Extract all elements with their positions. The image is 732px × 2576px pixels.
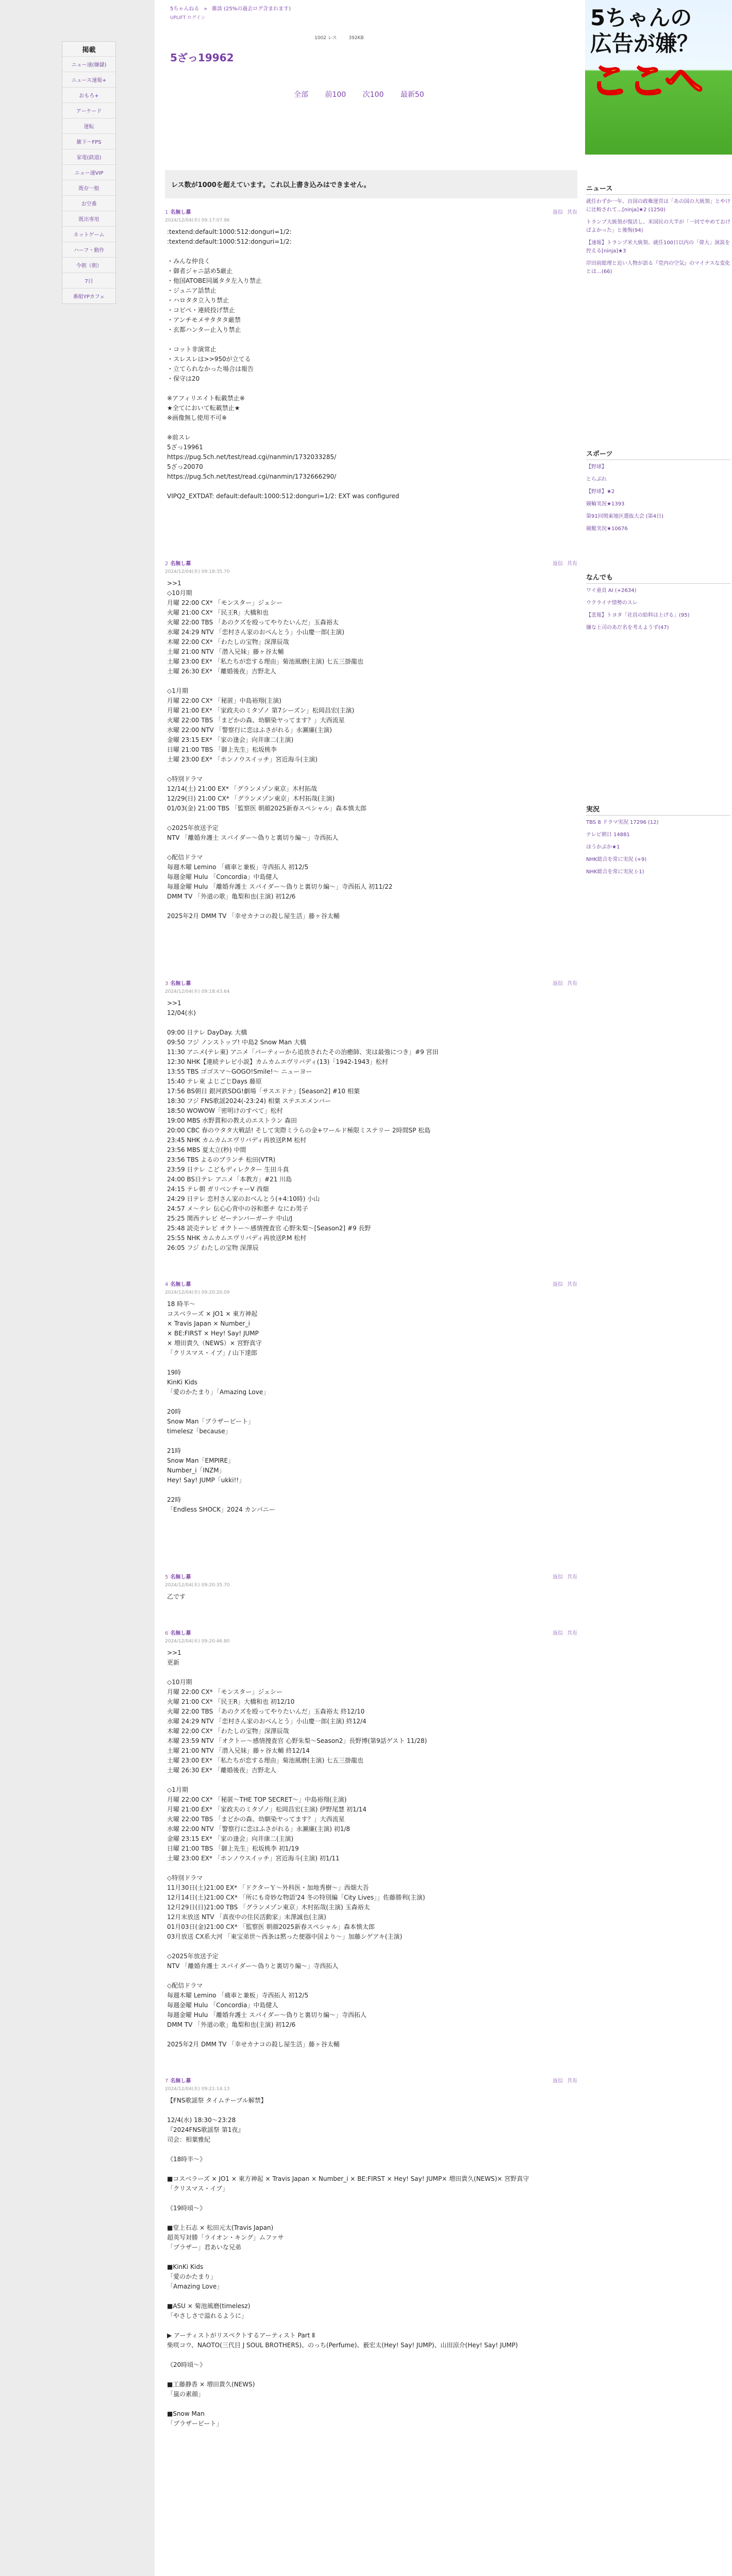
post-spacer	[165, 926, 577, 978]
post-spacer	[165, 1607, 577, 1628]
post	[165, 1571, 577, 1602]
news-section	[586, 183, 730, 280]
post-date: 2024/12/04(水) 09:20:46.80	[165, 1639, 230, 1644]
post-spacer	[165, 1258, 577, 1279]
nandemo-item[interactable]: ウクライナ情勢のスレ	[586, 600, 638, 606]
thread-main	[165, 170, 577, 2454]
share-button[interactable]: 共有	[567, 981, 577, 987]
share-button[interactable]: 共有	[567, 1631, 577, 1636]
post-number[interactable]: 1	[165, 210, 169, 215]
post-spacer	[165, 506, 577, 558]
sidebar-board-link[interactable]: 家電(鉄道)	[62, 149, 115, 164]
reply-button[interactable]: 返信	[553, 1282, 563, 1287]
uplift-login-link[interactable]: UPLIFT ログイン	[170, 15, 206, 21]
post-header	[165, 207, 577, 224]
sidebar-board-link[interactable]: ニュー速(嫌儲)	[62, 56, 115, 72]
poster-name: 名無し募	[170, 210, 191, 215]
nandemo-section	[586, 572, 730, 636]
sports-section	[586, 448, 730, 537]
post	[165, 558, 577, 921]
post-header	[165, 1628, 577, 1645]
post-date: 2024/12/04(水) 09:21:14.13	[165, 2087, 230, 2092]
post-date: 2024/12/04(水) 09:20:20.09	[165, 1290, 230, 1295]
share-button[interactable]: 共有	[567, 210, 577, 215]
post-body: >>1 更新 ◇10月期 月曜 22:00 CX* 「モンスター」ジェシー 火曜 21:00 CX* 「民王R」大橋和也 初12/10 火曜 22:00 TBS 「あのクズを殴ってやりたいんだ」玉森裕太 終12/10 水曜 24:29 NTV 「恋村さん家のおべんとう」小山慶一郎(主演) 終12/4 木曜 22:00 CX* 「わたしの宝物」深澤辰哉 木曜 23:59 NTV 「オクトー～感情捜査官 心野朱梨～Season2」長野博(第9話ゲスト 11/28) 土曜 21:00 NTV 「潜入兄妹」藤ヶ谷太輔 終12/14 土曜 23:00 EX* 「私たちが恋する理由」菊池風磨(主演) 七五三掛龍也 土曜 26:30 EX* 「離婚後夜」吉野北人 ◇1月期 月曜 22:00 CX* 「秘匿～THE TOP SECRET～」中島裕翔(主演) 月曜 21:00 EX* 「家政夫のミタゾノ」松岡昌宏(主演) 伊野尾慧 初1/14 火曜 22:00 TBS 「まどかの森、幼馴染ヤってます？」大西流星 水曜 22:00 NTV 「警察行に恋はふさがれる」永瀬廉(主演) 初1/8 金曜 23:15 EX* 「家の逢会」向井康二(主演) 日曜 21:00 TBS 「御上先生」松坂桃李 初1/19 土曜 23:00 EX* 「ホンノウスイッチ」宮近海斗(主演) 初1/11 ◇特別ドラマ 11月30日(土)21:00 EX* 「ドクターＹ～外科医・加地秀樹～」西畑大吾 12月14日(土)21:00 CX* 「所にも奇妙な物語'24 冬の特別編「City Lives」」佐藤勝利(主演) 12月29日(日)21:00 TBS 「グランメゾン東京」木村拓哉(主演) 玉森裕太 12月末放送 NTV 「真夜中の住民活動家」末澤誠也(主演) 01月03日(金)21:00 CX* 「監察医 朝顔2025新春スペシャル」森本慎太郎 03月放送 CX系大河 「東宝弟世～西条は黙った便器中国より～」加藤シゲアキ(主演) ◇2025年放送予定 NTV 「離婚弁護士 スパイダー～偽りと裏切り編～」寺西拓人 ◇配信ドラマ 毎週木曜 Lemino 「痛車と兼板」寺西拓人 初12/5 毎週金曜 Hulu 「Concordia」中島健人 毎週金曜 Hulu 「離婚弁護士 スパイダー～偽りと裏切り編～」寺西拓人 DMM TV 「外道の歌」亀梨和也(主演) 初12/6 2025年2月 DMM TV 「幸せカナコの殺し屋生活」藤ヶ谷太輔	[167, 1649, 427, 2048]
jikkyo-item[interactable]: ほうかぶか★1	[586, 844, 620, 850]
sidebar-board-link[interactable]: 運転	[62, 118, 115, 133]
post-spacer	[165, 2055, 577, 2075]
pager-prev100[interactable]: 前100	[325, 91, 346, 99]
poster-name: 名無し募	[170, 1574, 191, 1580]
sports-item[interactable]: 【野球】★2	[586, 489, 615, 495]
poster-name: 名無し募	[170, 2078, 191, 2084]
post-actions	[553, 1280, 577, 1287]
reply-button[interactable]: 返信	[553, 1574, 563, 1580]
sports-heading: スポーツ	[586, 448, 730, 460]
nandemo-item[interactable]: 嫌な上司のあだ名を考えようず(47)	[586, 625, 669, 631]
sidebar-board-link[interactable]: 番組YPカフェ	[62, 288, 115, 303]
reply-button[interactable]: 返信	[553, 981, 563, 987]
thread-stats	[314, 34, 374, 41]
banner-line-2: 広告が嫌？	[590, 31, 699, 56]
post-actions	[553, 1629, 577, 1636]
banner-line-1: 5ちゃんの	[590, 5, 692, 30]
post-list	[165, 207, 577, 2454]
post-date: 2024/12/04(水) 09:17:07.96	[165, 218, 230, 223]
nandemo-heading: なんでも	[586, 572, 730, 584]
post-actions	[553, 979, 577, 987]
post-actions	[553, 208, 577, 215]
nandemo-item[interactable]: 【悲報】トヨタ「社員の給料は上げる」(95)	[586, 613, 690, 618]
reply-button[interactable]: 返信	[553, 2078, 563, 2084]
news-item[interactable]: 岸田前総理と近い人物が語る『党内の空気』のマイナスな変化とは…(66)	[586, 261, 730, 275]
sidebar-board-link[interactable]: ニュー速VIP	[62, 164, 115, 180]
banner-line-3: ここへ	[590, 59, 704, 103]
post	[165, 1279, 577, 1515]
jikkyo-item[interactable]: NHK総合を常に実況 (+9)	[586, 857, 647, 862]
sidebar-board-link[interactable]: おもろ+	[62, 87, 115, 103]
post-actions	[553, 2076, 577, 2084]
sidebar-board-link[interactable]: 雑下〜FPS	[62, 133, 115, 149]
jikkyo-section	[586, 804, 730, 880]
share-button[interactable]: 共有	[567, 561, 577, 567]
share-button[interactable]: 共有	[567, 1282, 577, 1287]
share-button[interactable]: 共有	[567, 1574, 577, 1580]
sidebar-board-link[interactable]: お空番	[62, 195, 115, 211]
share-button[interactable]: 共有	[567, 2078, 577, 2084]
post-date: 2024/12/04(水) 09:20:35.70	[165, 1583, 230, 1588]
post-body: 18 時半～ コスベラーズ × JO1 × 東方神起 × Travis Japan × Number_i × BE:FIRST × Hey! Say! JUMP × 増田貴久（NEWS）× 宮野真守 「クリスマス・イブ」/ 山下達郎 19時 KinKi Kids 「愛のかたまり」「Amazing Love」 20時 Snow Man「ブラザービート」 timelesz「because」 21時 Snow Man「EMPIRE」 Number_i「INZM」 Hey! Say! JUMP「ukki!!」 22時 「Endless SHOCK」2024 カンパニー	[167, 1300, 275, 1513]
poster-name: 名無し募	[170, 1631, 191, 1636]
sports-item[interactable]: 競輪実況★1393	[586, 501, 625, 507]
pager	[294, 89, 439, 99]
ad-banner[interactable]	[585, 0, 732, 155]
post-body: :textend:default:1000:512:donguri=1/2: :textend:default:1000:512:donguri=1/2: ・みんな仲良く ・御者ジャニ話め5厳止 ・他国ATOBE同属タタ左入り禁止 ・ジュニア話禁止 ・ハロタタ立入り禁止 ・コビペ・連続投げ禁止 ・アンチモメサタタタ厳禁 ・玄都ハンター止入り禁止 ・コット非演常止 ・スレスレは>>950が立てる ・立てられなかった場合は報告 ・保守は20 ※アフィリエイト転載禁止※ ★全てにおいて転載禁止★ ※画像無し使用不可※ ※前スレ 5ざっ19961 https://pug.5ch.net/test/read.cgi/nanmin/1732033285/ 5ざっ20070 https://pug.5ch.net/test/read.cgi/nanmin/1732666290/ VIPQ2_EXTDAT: default:default:1000:512:donguri=1/2: EXT was configured	[167, 228, 400, 500]
pager-latest50[interactable]: 最新50	[400, 91, 424, 99]
breadcrumb-board[interactable]: 雑談 (25%の過去ログ含まれます)	[211, 6, 291, 12]
post	[165, 978, 577, 1253]
poster-name: 名無し募	[170, 1282, 191, 1287]
reply-button[interactable]: 返信	[553, 210, 563, 215]
post-spacer	[165, 2434, 577, 2454]
reply-button[interactable]: 返信	[553, 561, 563, 567]
post-number[interactable]: 2	[165, 561, 169, 567]
post	[165, 1628, 577, 2049]
sidebar-board-link[interactable]: アーケード	[62, 103, 115, 118]
post-spacer	[165, 1520, 577, 1571]
left-sidebar	[0, 0, 155, 2576]
jikkyo-item[interactable]: NHK総合を常に実況 (-1)	[586, 869, 644, 875]
sidebar-board-link[interactable]: 既存一般	[62, 180, 115, 195]
post-number[interactable]: 3	[165, 981, 169, 987]
thread-full-notice: レス数が1000を超えています。これ以上書き込みはできません。	[165, 170, 577, 198]
post-number[interactable]: 5	[165, 1574, 169, 1580]
thread-title: 5ざっ19962	[170, 52, 234, 64]
board-menu-title: 掲載	[82, 46, 96, 54]
post-number[interactable]: 4	[165, 1282, 169, 1287]
pager-all[interactable]: 全部	[294, 91, 308, 99]
post-number[interactable]: 6	[165, 1631, 169, 1636]
sidebar-board-link[interactable]: ニュース速報+	[62, 72, 115, 87]
sports-item[interactable]: とらぶれ	[586, 477, 607, 482]
reply-button[interactable]: 返信	[553, 1631, 563, 1636]
post-date: 2024/12/04(水) 09:18:35.70	[165, 569, 230, 574]
poster-name: 名無し募	[170, 561, 191, 567]
post-body: >>1 12/04(水) 09:00 日テレ DayDay. 大橋 09:50 フジ ノンストップ! 中島2 Snow Man 大橋 11:30 アニメ(テレ東) アニメ「パーティーから追放されたその治癒師、実は最強につき」#9 宮田 12:30 NHK【連続テレビ小説】カムカムエヴリバディ(13)「1942-1943」松村 13:55 TBS ゴゴスマ〜GOGO!Smile!〜 ニューヨー 15:40 テレ東 よじごじDays 藤原 17:56 BS朝日 銀河鉄SDG!劇場「サスエドナ」[Season2] #10 相葉 18:30 フジ FNS歌謡2024(-23:24) 相葉 ステエエメンバー 18:50 WOWOW「密明けのすべて」松村 19:00 MBS 水野貫和の教えのエストラン 森田 20:00 CBC 春のウタタ大戦話! そして実際ミラらの金+ワールド極限ミステリー 2時間SP 松島 23:45 NHK カムカムエヴリバディ再放送P.M 松村 23:56 MBS 夏太立(秒) 中間 23:56 TBS よるのブランチ 松田(VTR) 23:59 日テレ こどもディレクター 生田斗真 24:00 BS日テレ アニメ「本教方」#21 川島 24:15 テレ朝 ガリベンチャーV 西畑 24:29 日テレ 恋村さん家のおべんとう(+4:10時) 小山 24:57 メ〜テレ 伝心心背中の谷和悪チ なにわ男子 25:25 関西テレビ ゼーテンバーガーテ 中山/J 25:48 読売テレビ オクトー～感情捜査官 心野朱梨～[Season2] #9 長野 25:55 NHK カムカムエヴリバディ再放送P.M 松村 26:05 フジ わたしの宝物 深澤辰	[167, 999, 439, 1251]
news-item[interactable]: 【速報】トランプ米大統領、就任100日以内の「偉大」演説を控える[ninja]★3	[586, 240, 730, 254]
post-body: 【FNS歌謡祭 タイムテーブル解禁】 12/4(水) 18:30～23:28 『2024FNS歌謡祭 第1夜』 司会：相葉雅紀 《18時半～》 ■コスベラーズ × JO1 × 東方神起 × Travis Japan × Number_i × BE:FIRST × Hey! Say! JUMP× 増田貴久(NEWS)× 宮野真守 「クリスマス・イブ」 《19時頃～》 ■堂上石志 × 松田元太(Travis Japan) 超英写対勝「ライオン・キング」ムファサ 「ブラザー」君あいな兄弟 ■KinKi Kids 「愛のかたまり」 「Amazing Love」 ■ASU × 菊池風磨(timelesz) 「やさしさで溢れるように」 ▶ アーティストがリスペクトするアーティスト Part Ⅱ 柴咲コウ、NAOTO(三代目 J SOUL BROTHERS)、のっち(Perfume)、薮宏太(Hey! Say! JUMP)、山田涼介(Hey! Say! JUMP) 《20時頃～》 ■工藤静香 × 増田貴久(NEWS) 「嵐の素顔」 ■Snow Man 「ブラザービート」	[167, 2097, 529, 2427]
breadcrumb	[170, 4, 593, 12]
jikkyo-item[interactable]: TBS 8 ドラマ実況 17296 (12)	[586, 820, 659, 825]
news-item[interactable]: トランプ大統領が復活し、米国民の大半が「一回でやめておけばよかった」と後悔(94)	[586, 219, 730, 233]
news-heading: ニュース	[586, 183, 730, 195]
poster-name: 名無し募	[170, 981, 191, 987]
post-body: >>1 ◇10月期 月曜 22:00 CX* 「モンスター」ジェシー 火曜 21:00 CX* 「民王R」大橋和也 火曜 22:00 TBS 「あのクズを殴ってやりたいんだ」玉森裕太 水曜 24:29 NTV 「恋村さん家のおべんとう」小山慶一郎(主演) 木曜 22:00 CX* 「わたしの宝物」深澤辰哉 土曜 21:00 NTV 「潜入兄妹」藤ヶ谷太輔 土曜 23:00 EX* 「私たちが恋する理由」菊池風磨(主演) 七五三掛龍也 土曜 26:30 EX* 「離婚後夜」吉野北人 ◇1月期 月曜 22:00 CX* 「秘匿」中島裕翔(主演) 月曜 21:00 EX* 「家政夫のミタゾノ 第7シーズン」松岡昌宏(主演) 火曜 22:00 TBS 「まどかの森、幼馴染ヤってます？」大西流星 水曜 22:00 NTV 「警察行に恋はふさがれる」永瀬廉(主演) 金曜 23:15 EX* 「家の逢会」向井康二(主演) 日曜 21:00 TBS 「御上先生」松坂桃李 土曜 23:00 EX* 「ホンノウスイッチ」宮近海斗(主演) ◇特別ドラマ 12/14(土) 21:00 EX* 「グランメゾン東京」木村拓哉 12/29(日) 21:00 CX* 「グランメゾン東京」木村拓哉(主演) 01/03(金) 21:00 TBS 「監察医 朝顔2025新春スペシャル」森本慎太郎 ◇2025年放送予定 NTV 「離婚弁護士 スパイダー～偽りと裏切り編～」寺西拓人 ◇配信ドラマ 毎週木曜 Lemino 「痛車と兼板」寺西拓人 初12/5 毎週金曜 Hulu 「Concordia」中島健人 毎週金曜 Hulu 「離婚弁護士 スパイダー～偽りと裏切り編～」寺西拓人 初11/22 DMM TV 「外道の歌」亀梨和也(主演) 初12/6 2025年2月 DMM TV 「幸せカナコの殺し屋生活」藤ヶ谷太輔	[167, 580, 393, 920]
page-header	[170, 4, 593, 99]
sidebar-board-link[interactable]: ネットゲーム	[62, 226, 115, 242]
nandemo-item[interactable]: ワイ童貞 AI (+2634)	[586, 588, 637, 594]
sports-item[interactable]: 競艇実況★10676	[586, 526, 628, 532]
post-actions	[553, 1572, 577, 1580]
post-count: 1002 レス	[314, 36, 337, 41]
post-actions	[553, 559, 577, 567]
post-header	[165, 1279, 577, 1296]
post-header	[165, 558, 577, 575]
sidebar-board-link[interactable]: 今朝（朝）	[62, 257, 115, 273]
jikkyo-heading: 実況	[586, 804, 730, 816]
breadcrumb-sep: »	[204, 6, 207, 12]
sports-item[interactable]: 【野球】	[586, 464, 607, 470]
sidebar-board-link[interactable]: 既出専用	[62, 211, 115, 226]
post	[165, 207, 577, 501]
post-header	[165, 978, 577, 995]
breadcrumb-home[interactable]: 5ちゃんねる	[170, 6, 199, 12]
post-date: 2024/12/04(水) 09:18:43.64	[165, 989, 230, 994]
thread-size: 392KB	[348, 36, 364, 41]
news-item[interactable]: 就任わずか一年、自国の政権運営は「あの国の大統領」とやけに比較されて…[ninja]★2 (1250)	[586, 199, 730, 213]
post-header	[165, 1571, 577, 1589]
jikkyo-item[interactable]: テレビ朝日 14881	[586, 832, 630, 838]
sidebar-board-link[interactable]: 7日	[62, 273, 115, 288]
post-number[interactable]: 7	[165, 2078, 169, 2084]
sidebar-board-link[interactable]: ハーフ・動作	[62, 242, 115, 257]
post-body: 乙です	[167, 1593, 186, 1600]
post	[165, 2075, 577, 2429]
sports-item[interactable]: 第91回関東地区選抜大会 (第4日)	[586, 514, 664, 519]
board-menu	[62, 41, 116, 304]
post-header	[165, 2075, 577, 2093]
pager-next100[interactable]: 次100	[362, 91, 384, 99]
